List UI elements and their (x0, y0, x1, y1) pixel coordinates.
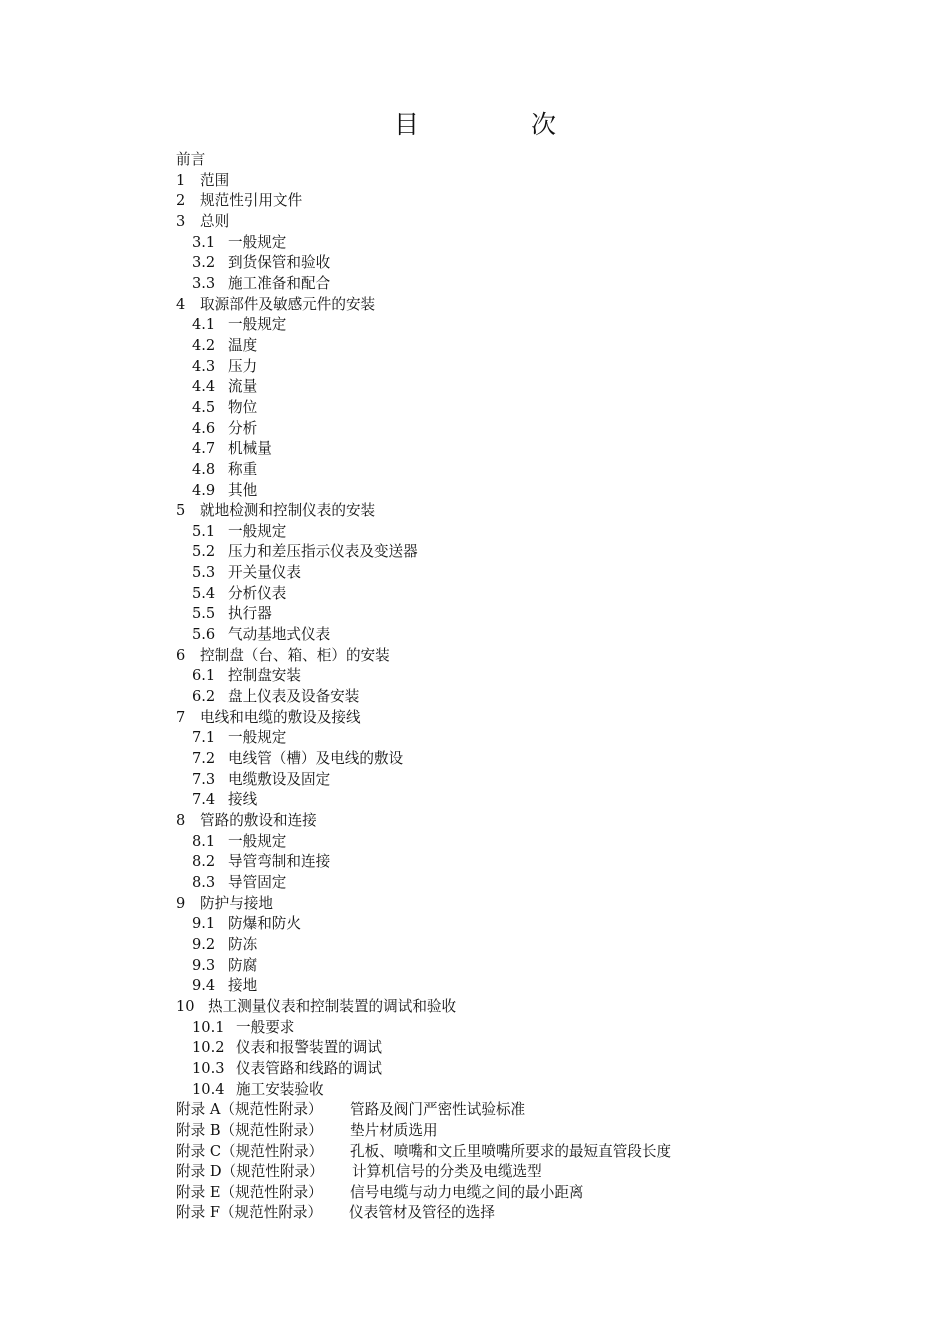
toc-entry-title: 电缆敷设及固定 (228, 770, 331, 788)
toc-entry-number: 3.2 (192, 254, 216, 272)
toc-entry-title: 一般规定 (228, 522, 287, 540)
toc-entry-number: 10.1 (192, 1018, 225, 1036)
toc-entry-title: 范围 (200, 171, 230, 189)
toc-entry (176, 295, 876, 316)
toc-entry-number: 6.1 (192, 667, 216, 685)
toc-entry-title: 机械量 (228, 440, 272, 458)
toc-entry-title: 取源部件及敏感元件的安装 (200, 295, 376, 313)
toc-entry (176, 852, 876, 873)
toc-entry-number: 附录 A（规范性附录） (176, 1101, 323, 1119)
toc-entry-title: 开关量仪表 (228, 564, 301, 582)
toc-entry-title: 管路及阀门严密性试验标准 (350, 1101, 526, 1119)
toc-entry-number: 5.1 (192, 522, 216, 540)
toc-entry-number: 8 (176, 812, 186, 829)
toc-entry-title: 一般规定 (228, 832, 287, 850)
toc-entry-number: 附录 E（规范性附录） (176, 1183, 323, 1201)
toc-entry (176, 419, 876, 440)
toc-entry-number: 9.3 (192, 956, 216, 974)
toc-entry-number: 附录 D（规范性附录） (176, 1163, 324, 1181)
toc-entry-title: 规范性引用文件 (200, 192, 303, 210)
toc-entry-title: 执行器 (228, 605, 272, 623)
toc-entry (176, 1203, 876, 1224)
toc-entry-number: 10 (176, 997, 195, 1015)
toc-entry-title: 防腐 (228, 956, 258, 974)
toc-entry-number: 7.3 (192, 770, 216, 788)
toc-entry (176, 997, 876, 1018)
toc-entry-title: 盘上仪表及设备安装 (228, 688, 360, 706)
toc-entry-title: 防护与接地 (200, 894, 273, 912)
toc-entry-number: 3.3 (192, 274, 216, 292)
toc-entry-number: 10.3 (192, 1059, 225, 1077)
toc-entry-number: 5.4 (192, 584, 216, 602)
toc-entry (176, 522, 876, 543)
toc-entry (176, 1080, 876, 1101)
toc-entry (176, 1183, 876, 1204)
toc-entry (176, 460, 876, 481)
toc-entry (176, 336, 876, 357)
toc-entry (176, 976, 876, 997)
toc-entry-title: 分析仪表 (228, 584, 287, 602)
toc-entry-number: 4.5 (192, 398, 216, 416)
toc-entry (176, 956, 876, 977)
toc-entry (176, 481, 876, 502)
toc-entry (176, 1121, 876, 1142)
toc-entry (176, 150, 876, 171)
toc-entry-title: 流量 (228, 378, 258, 396)
toc-entry (176, 1162, 876, 1183)
toc-entry-title: 防爆和防火 (228, 915, 301, 933)
toc-entry-number: 1 (176, 171, 186, 189)
toc-entry-title: 一般规定 (228, 729, 287, 747)
toc-entry (176, 563, 876, 584)
toc-entry-number: 10.2 (192, 1039, 225, 1057)
toc-entry-number: 2 (176, 192, 186, 210)
toc-entry-number: 8.3 (192, 873, 216, 891)
toc-entry-number: 4.4 (192, 378, 216, 396)
toc-entry (176, 315, 876, 336)
toc-entry-title: 电线管（槽）及电线的敷设 (228, 750, 404, 768)
toc-entry-number: 6.2 (192, 688, 216, 706)
toc-entry-number: 5.5 (192, 605, 216, 623)
toc-entry (176, 687, 876, 708)
toc-entry-number: 8.1 (192, 832, 216, 850)
toc-entry (176, 1142, 876, 1163)
toc-entry-title: 热工测量仪表和控制装置的调试和验收 (208, 997, 457, 1015)
toc-entry-title: 仪表和报警装置的调试 (236, 1039, 382, 1057)
toc-entry-number: 6 (176, 646, 186, 664)
toc-entry-title: 电线和电缆的敷设及接线 (200, 708, 361, 726)
toc-entry (176, 377, 876, 398)
toc-entry (176, 171, 876, 192)
toc-entry-title: 温度 (228, 336, 258, 354)
toc-entry-title: 物位 (228, 398, 258, 416)
toc-entry-number: 4.9 (192, 481, 216, 499)
toc-entry (176, 935, 876, 956)
toc-entry (176, 1100, 876, 1121)
toc-entry (176, 790, 876, 811)
toc-entry-number: 7.2 (192, 750, 216, 768)
toc-entry-title: 气动基地式仪表 (228, 626, 331, 644)
toc-entry-number: 附录 B（规范性附录） (176, 1121, 323, 1139)
toc-entry (176, 894, 876, 915)
toc-entry (176, 708, 876, 729)
toc-entry-title: 压力 (228, 357, 258, 375)
toc-entry-number: 4.3 (192, 357, 216, 375)
toc-entry (176, 439, 876, 460)
toc-entry-number: 7 (176, 708, 186, 726)
toc-entry-number: 9 (176, 894, 186, 912)
toc-entry-title: 计算机信号的分类及电缆选型 (352, 1163, 542, 1181)
toc-entry-number: 7.1 (192, 729, 216, 747)
toc-entry (176, 666, 876, 687)
toc-entry-title: 一般规定 (228, 233, 287, 251)
toc-entry-title: 控制盘安装 (228, 667, 301, 685)
toc-entry-number: 5 (176, 502, 186, 520)
toc-entry-title: 压力和差压指示仪表及变送器 (228, 543, 418, 561)
table-of-contents (176, 150, 876, 1224)
toc-entry-title: 分析 (228, 419, 258, 437)
toc-entry-title: 信号电缆与动力电缆之间的最小距离 (350, 1183, 584, 1201)
toc-entry (176, 357, 876, 378)
toc-entry (176, 625, 876, 646)
toc-entry-title: 防冻 (228, 935, 258, 953)
toc-entry (176, 728, 876, 749)
toc-entry-number: 4.1 (192, 316, 216, 334)
toc-entry (176, 253, 876, 274)
toc-entry (176, 604, 876, 625)
toc-entry-number: 10.4 (192, 1080, 225, 1098)
toc-entry-title: 仪表管材及管径的选择 (349, 1204, 495, 1222)
page-title: 目 次 (394, 110, 608, 139)
toc-entry-number: 附录 C（规范性附录） (176, 1142, 324, 1160)
toc-entry-number: 9.1 (192, 915, 216, 933)
toc-entry-number: 4.8 (192, 460, 216, 478)
toc-entry-title: 施工安装验收 (236, 1080, 324, 1098)
toc-entry-title: 就地检测和控制仪表的安装 (200, 502, 376, 520)
toc-entry-number: 9.2 (192, 935, 216, 953)
toc-entry-title: 控制盘（台、箱、柜）的安装 (200, 646, 390, 664)
toc-entry (176, 191, 876, 212)
toc-entry-title: 一般规定 (228, 316, 287, 334)
toc-entry (176, 873, 876, 894)
toc-entry (176, 212, 876, 233)
toc-entry-title: 接线 (228, 791, 258, 809)
toc-entry (176, 749, 876, 770)
toc-entry (176, 1038, 876, 1059)
toc-entry-title: 导管弯制和连接 (228, 853, 331, 871)
toc-entry-title: 称重 (228, 460, 258, 478)
toc-entry-number: 5.3 (192, 564, 216, 582)
toc-entry-number: 附录 F（规范性附录） (176, 1204, 323, 1222)
toc-entry (176, 811, 876, 832)
toc-entry (176, 274, 876, 295)
toc-entry (176, 584, 876, 605)
toc-entry-title: 仪表管路和线路的调试 (236, 1059, 382, 1077)
toc-entry-title: 孔板、喷嘴和文丘里喷嘴所要求的最短直管段长度 (350, 1142, 672, 1160)
toc-entry (176, 398, 876, 419)
toc-entry-number: 4 (176, 295, 186, 313)
toc-entry-number: 8.2 (192, 853, 216, 871)
toc-entry-title: 前言 (176, 151, 206, 168)
toc-entry (176, 646, 876, 667)
toc-entry-title: 施工准备和配合 (228, 274, 331, 292)
toc-entry (176, 832, 876, 853)
toc-entry-title: 总则 (200, 212, 230, 230)
toc-entry-number: 4.6 (192, 419, 216, 437)
toc-entry-number: 3 (176, 212, 186, 230)
toc-entry-number: 3.1 (192, 233, 216, 251)
toc-entry-number: 5.6 (192, 626, 216, 644)
toc-entry-number: 9.4 (192, 977, 216, 995)
toc-entry (176, 1059, 876, 1080)
toc-entry-number: 7.4 (192, 791, 216, 809)
toc-entry-number: 4.2 (192, 336, 216, 354)
toc-entry (176, 1018, 876, 1039)
toc-entry-title: 导管固定 (228, 873, 287, 891)
toc-entry (176, 914, 876, 935)
toc-entry-number: 5.2 (192, 543, 216, 561)
toc-entry-title: 垫片材质选用 (350, 1121, 438, 1139)
toc-entry-title: 管路的敷设和连接 (200, 812, 317, 829)
toc-entry-title: 其他 (228, 481, 258, 499)
toc-entry (176, 233, 876, 254)
toc-entry-number: 4.7 (192, 440, 216, 458)
toc-entry-title: 接地 (228, 977, 258, 995)
toc-entry-title: 一般要求 (236, 1018, 295, 1036)
toc-entry (176, 501, 876, 522)
toc-entry-title: 到货保管和验收 (228, 254, 331, 272)
toc-entry (176, 770, 876, 791)
toc-entry (176, 542, 876, 563)
